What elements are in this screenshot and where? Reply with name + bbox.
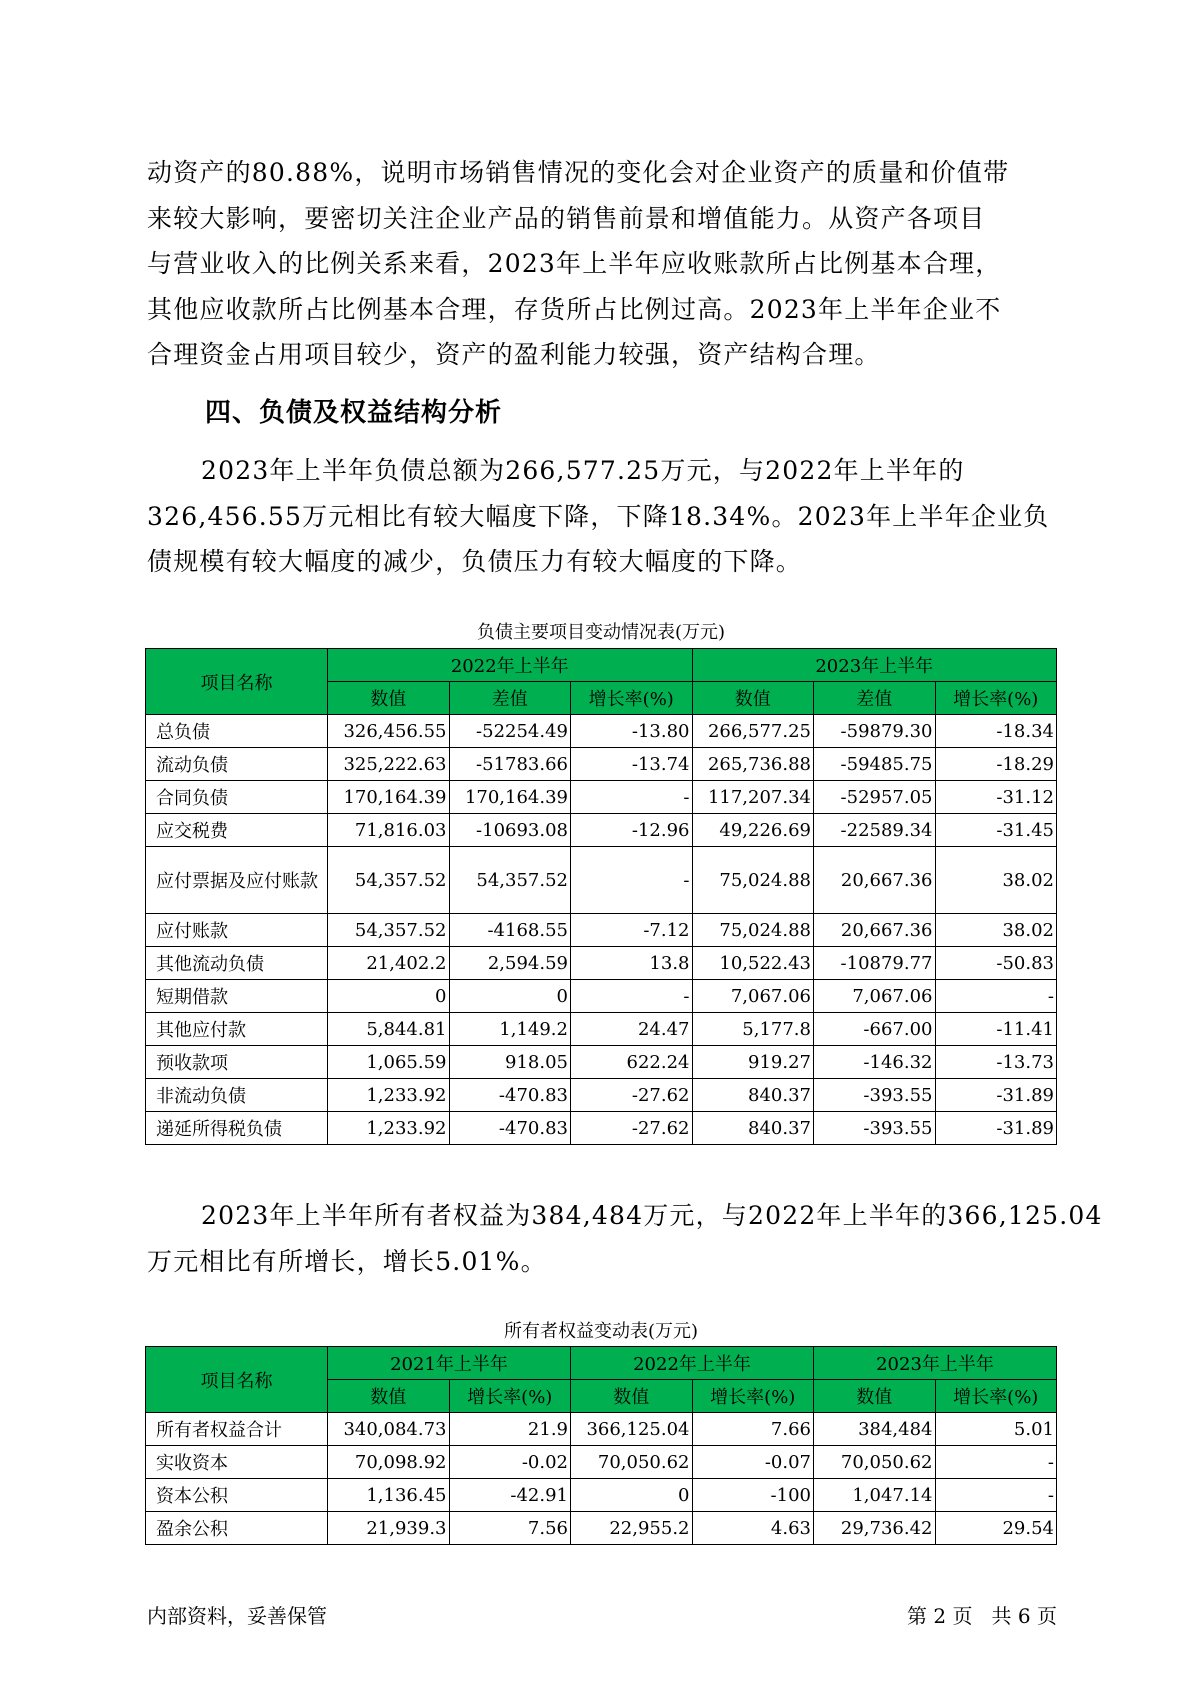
value-cell: -18.34	[935, 715, 1057, 748]
value-cell: -42.91	[449, 1479, 571, 1512]
value-cell: -393.55	[814, 1112, 936, 1145]
row-name: 预收款项	[146, 1046, 328, 1079]
table-row	[146, 748, 1057, 781]
value-cell: 70,098.92	[328, 1446, 450, 1479]
value-cell: 4.63	[692, 1512, 814, 1545]
value-cell: 1,233.92	[328, 1112, 450, 1145]
value-cell: -27.62	[571, 1079, 693, 1112]
value-cell: -7.12	[571, 914, 693, 947]
value-cell: -22589.34	[814, 814, 936, 847]
name-header: 项目名称	[146, 1347, 328, 1413]
value-cell: 29.54	[935, 1512, 1057, 1545]
value-cell: 1,047.14	[814, 1479, 936, 1512]
value-cell: 5,844.81	[328, 1013, 450, 1046]
value-cell: 49,226.69	[692, 814, 814, 847]
value-cell: 1,233.92	[328, 1079, 450, 1112]
sub-header: 增长率(%)	[935, 682, 1057, 715]
row-name: 总负债	[146, 715, 328, 748]
equity-paragraph	[147, 1193, 1103, 1284]
value-cell: -52254.49	[449, 715, 571, 748]
row-name: 其他应付款	[146, 1013, 328, 1046]
value-cell: -	[571, 980, 693, 1013]
value-cell: -50.83	[935, 947, 1057, 980]
value-cell: 24.47	[571, 1013, 693, 1046]
text-line: 万元相比有所增长，增长5.01%。	[147, 1246, 547, 1276]
value-cell: 7.56	[449, 1512, 571, 1545]
period-header: 2023年上半年	[692, 649, 1057, 682]
value-cell: -	[935, 1446, 1057, 1479]
table-row	[146, 980, 1057, 1013]
value-cell: 5.01	[935, 1413, 1057, 1446]
value-cell: 170,164.39	[449, 781, 571, 814]
value-cell: 70,050.62	[571, 1446, 693, 1479]
footer-confidential: 内部资料，妥善保管	[147, 1604, 327, 1628]
sub-header: 差值	[814, 682, 936, 715]
row-name: 应付账款	[146, 914, 328, 947]
value-cell: 326,456.55	[328, 715, 450, 748]
row-name: 盈余公积	[146, 1512, 328, 1545]
value-cell: 29,736.42	[814, 1512, 936, 1545]
row-name: 递延所得税负债	[146, 1112, 328, 1145]
value-cell: 170,164.39	[328, 781, 450, 814]
value-cell: 22,955.2	[571, 1512, 693, 1545]
value-cell: 325,222.63	[328, 748, 450, 781]
value-cell: 918.05	[449, 1046, 571, 1079]
value-cell: -10879.77	[814, 947, 936, 980]
value-cell: -31.89	[935, 1112, 1057, 1145]
value-cell: 21.9	[449, 1413, 571, 1446]
sub-header: 数值	[814, 1380, 936, 1413]
value-cell: 7.66	[692, 1413, 814, 1446]
value-cell: 265,736.88	[692, 748, 814, 781]
value-cell: 75,024.88	[692, 914, 814, 947]
period-header: 2022年上半年	[328, 649, 693, 682]
value-cell: 13.8	[571, 947, 693, 980]
value-cell: 266,577.25	[692, 715, 814, 748]
value-cell: 20,667.36	[814, 847, 936, 914]
text-line: 动资产的80.88%，说明市场销售情况的变化会对企业资产的质量和价值带	[147, 158, 1010, 187]
value-cell: 0	[571, 1479, 693, 1512]
table-row	[146, 1079, 1057, 1112]
sub-header: 数值	[692, 682, 814, 715]
row-name: 短期借款	[146, 980, 328, 1013]
liability-paragraph	[147, 448, 1050, 585]
row-name: 非流动负债	[146, 1079, 328, 1112]
table-row	[146, 1046, 1057, 1079]
value-cell: 21,402.2	[328, 947, 450, 980]
value-cell: 340,084.73	[328, 1413, 450, 1446]
text-line: 326,456.55万元相比有较大幅度下降，下降18.34%。2023年上半年企业负	[147, 501, 1050, 531]
value-cell: 38.02	[935, 914, 1057, 947]
value-cell: 117,207.34	[692, 781, 814, 814]
table-row	[146, 1479, 1057, 1512]
sub-header: 增长率(%)	[571, 682, 693, 715]
sub-header: 增长率(%)	[449, 1380, 571, 1413]
table-row	[146, 914, 1057, 947]
row-name: 所有者权益合计	[146, 1413, 328, 1446]
equity-table	[145, 1346, 1057, 1545]
value-cell: -31.12	[935, 781, 1057, 814]
text-line: 债规模有较大幅度的减少，负债压力有较大幅度的下降。	[147, 547, 803, 576]
value-cell: 54,357.52	[328, 847, 450, 914]
value-cell: 919.27	[692, 1046, 814, 1079]
period-header: 2022年上半年	[571, 1347, 814, 1380]
value-cell: 71,816.03	[328, 814, 450, 847]
value-cell: -0.07	[692, 1446, 814, 1479]
section-heading: 四、负债及权益结构分析	[205, 398, 503, 428]
sub-header: 数值	[571, 1380, 693, 1413]
value-cell: -0.02	[449, 1446, 571, 1479]
text-line: 来较大影响，要密切关注企业产品的销售前景和增值能力。从资产各项目	[147, 203, 986, 233]
table-row	[146, 1112, 1057, 1145]
value-cell: 38.02	[935, 847, 1057, 914]
value-cell: 1,149.2	[449, 1013, 571, 1046]
value-cell: -	[935, 1479, 1057, 1512]
value-cell: -59879.30	[814, 715, 936, 748]
value-cell: 622.24	[571, 1046, 693, 1079]
value-cell: 54,357.52	[449, 847, 571, 914]
value-cell: 21,939.3	[328, 1512, 450, 1545]
value-cell: -27.62	[571, 1112, 693, 1145]
value-cell: 0	[449, 980, 571, 1013]
text-line: 其他应收款所占比例基本合理，存货所占比例过高。2023年上半年企业不	[147, 294, 1002, 324]
row-name: 应交税费	[146, 814, 328, 847]
value-cell: -10693.08	[449, 814, 571, 847]
value-cell: 0	[328, 980, 450, 1013]
value-cell: 7,067.06	[814, 980, 936, 1013]
value-cell: 1,136.45	[328, 1479, 450, 1512]
value-cell: 384,484	[814, 1413, 936, 1446]
text-line: 2023年上半年所有者权益为384,484万元，与2022年上半年的366,125.04	[201, 1201, 1103, 1230]
value-cell: -470.83	[449, 1079, 571, 1112]
value-cell: -18.29	[935, 748, 1057, 781]
row-name: 合同负债	[146, 781, 328, 814]
table-row	[146, 847, 1057, 914]
row-name: 资本公积	[146, 1479, 328, 1512]
value-cell: 840.37	[692, 1112, 814, 1145]
liability-table	[145, 648, 1057, 1145]
value-cell: 75,024.88	[692, 847, 814, 914]
value-cell: -13.73	[935, 1046, 1057, 1079]
row-name: 其他流动负债	[146, 947, 328, 980]
value-cell: -100	[692, 1479, 814, 1512]
text-line: 与营业收入的比例关系来看，2023年上半年应收账款所占比例基本合理，	[147, 249, 1002, 278]
value-cell: 70,050.62	[814, 1446, 936, 1479]
footer-page-number: 第 2 页 共 6 页	[907, 1604, 1057, 1628]
value-cell: -	[935, 980, 1057, 1013]
value-cell: 1,065.59	[328, 1046, 450, 1079]
value-cell: -13.74	[571, 748, 693, 781]
table-row	[146, 715, 1057, 748]
sub-header: 差值	[449, 682, 571, 715]
liability-table-caption: 负债主要项目变动情况表(万元)	[476, 622, 726, 643]
table-row	[146, 947, 1057, 980]
value-cell: -31.45	[935, 814, 1057, 847]
table-row	[146, 1013, 1057, 1046]
sub-header: 数值	[328, 1380, 450, 1413]
table-row	[146, 814, 1057, 847]
value-cell: -470.83	[449, 1112, 571, 1145]
value-cell: 5,177.8	[692, 1013, 814, 1046]
table-row	[146, 1446, 1057, 1479]
name-header: 项目名称	[146, 649, 328, 715]
sub-header: 增长率(%)	[692, 1380, 814, 1413]
value-cell: -51783.66	[449, 748, 571, 781]
table-row	[146, 781, 1057, 814]
sub-header: 增长率(%)	[935, 1380, 1057, 1413]
intro-paragraph	[147, 150, 1047, 378]
table-row	[146, 1512, 1057, 1545]
value-cell: 54,357.52	[328, 914, 450, 947]
value-cell: 366,125.04	[571, 1413, 693, 1446]
text-line: 2023年上半年负债总额为266,577.25万元，与2022年上半年的	[201, 456, 965, 485]
row-name: 实收资本	[146, 1446, 328, 1479]
value-cell: -52957.05	[814, 781, 936, 814]
text-line: 合理资金占用项目较少，资产的盈利能力较强，资产结构合理。	[147, 340, 881, 369]
period-header: 2023年上半年	[814, 1347, 1057, 1380]
value-cell: 10,522.43	[692, 947, 814, 980]
value-cell: -146.32	[814, 1046, 936, 1079]
value-cell: 840.37	[692, 1079, 814, 1112]
value-cell: -4168.55	[449, 914, 571, 947]
value-cell: -	[571, 847, 693, 914]
sub-header: 数值	[328, 682, 450, 715]
value-cell: -11.41	[935, 1013, 1057, 1046]
value-cell: -	[571, 781, 693, 814]
value-cell: 20,667.36	[814, 914, 936, 947]
value-cell: -393.55	[814, 1079, 936, 1112]
value-cell: -12.96	[571, 814, 693, 847]
value-cell: -59485.75	[814, 748, 936, 781]
equity-table-caption: 所有者权益变动表(万元)	[503, 1321, 699, 1342]
row-name: 应付票据及应付账款	[146, 847, 328, 914]
value-cell: 7,067.06	[692, 980, 814, 1013]
value-cell: -31.89	[935, 1079, 1057, 1112]
value-cell: 2,594.59	[449, 947, 571, 980]
table-row	[146, 1413, 1057, 1446]
value-cell: -13.80	[571, 715, 693, 748]
period-header: 2021年上半年	[328, 1347, 571, 1380]
row-name: 流动负债	[146, 748, 328, 781]
value-cell: -667.00	[814, 1013, 936, 1046]
